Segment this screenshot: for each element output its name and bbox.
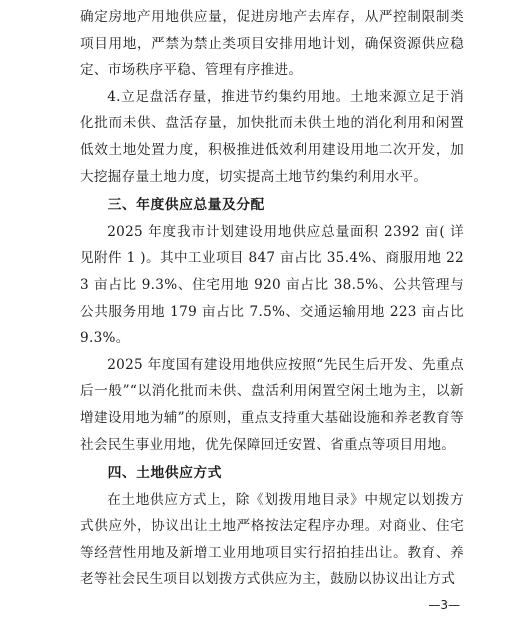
document-body [80, 4, 464, 593]
page-number: —3— [428, 598, 460, 612]
section-heading-annual-supply: 三、年度供应总量及分配 [107, 197, 265, 214]
section-heading-supply-method: 四、土地供应方式 [107, 465, 222, 482]
paragraph-supply-method: 在土地供应方式上，除《划拨用地目录》中规定以划拨方式供应外，协议出让土地严格按法定程序办理。对商业、住宅等经营性用地及新增工业用地项目实行招拍挂出让。教育、养老等社会民生项目以划拨方式供应为主，鼓励以协议出让方式 [80, 491, 464, 588]
paragraph-real-estate-supply: 确定房地产用地供应量，促进房地产去库存，从严控制限制类项目用地，严禁为禁止类项目安排用地计划，确保资源供应稳定、市场秩序平稳、管理有序推进。 [80, 9, 464, 79]
paragraph-stock-land: 4.立足盘活存量，推进节约集约用地。土地来源立足于消化批而未供、盘活存量，加快批而未供土地的消化利用和闲置低效土地处置力度，积极推进低效利用建设用地二次开发，加大挖掘存量土地力度，切实提高土地节约集约利用水平。 [80, 88, 464, 185]
paragraph-supply-total: 2025 年度我市计划建设用地供应总量面积 2392 亩( 详见附件 1 )。其中工业项目 847 亩占比 35.4%、商服用地 223 亩占比 9.3%、住宅用地 920 亩占比 38.5%、公共管理与公共服务用地 179 亩占比 7.5%、交通运输用地 223 亩占比 9.3%。 [80, 223, 464, 347]
paragraph-supply-principles: 2025 年度国有建设用地供应按照“先民生后开发、先重点后一般”“以消化批而未供、盘活利用闲置空闲土地为主，以新增建设用地为辅”的原则，重点支持重大基础设施和养老教育等社会民生事业用地，优先保障回迁安置、省重点等项目用地。 [80, 356, 464, 453]
